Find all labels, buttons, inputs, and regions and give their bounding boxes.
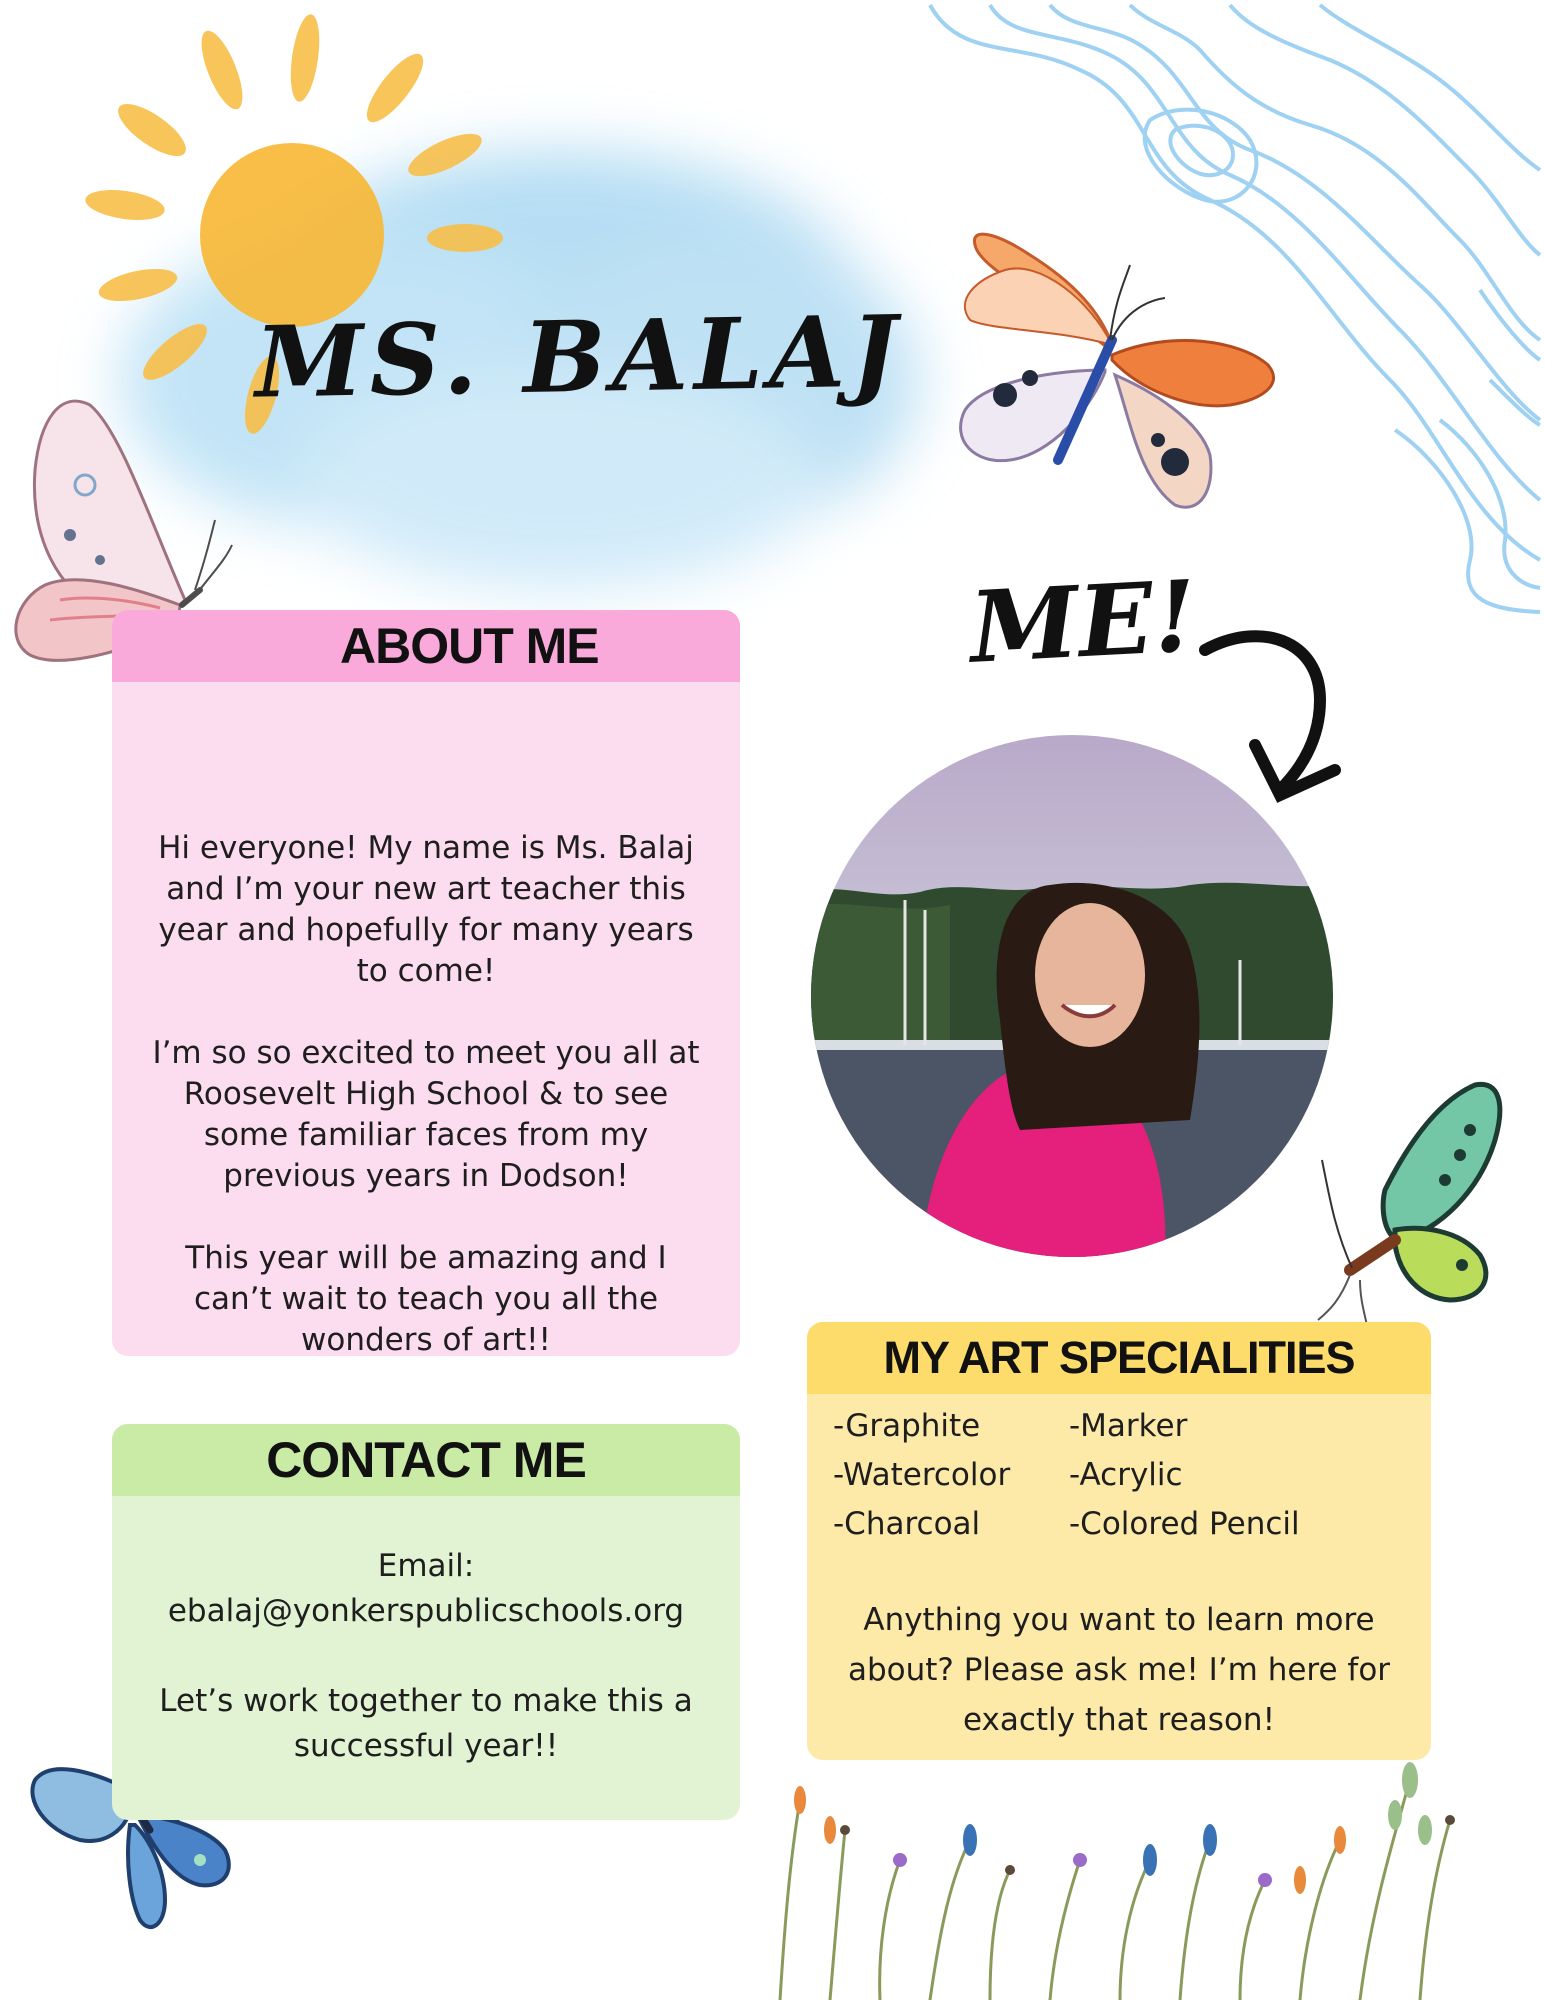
specialities-note: Anything you want to learn more about? Please ask me! I’m here for exactly that reason! [847, 1602, 1391, 1738]
photo-label: ME! [967, 559, 1200, 686]
wildflowers-icon [780, 1762, 1455, 2000]
speciality-item: -Graphite [833, 1408, 981, 1444]
speciality-item: -Acrylic [1069, 1457, 1183, 1493]
specialities-list [807, 1394, 1431, 1545]
art-specialities-card [807, 1322, 1431, 1760]
contact-message: Let’s work together to make this a successful year!! [159, 1683, 693, 1764]
profile-photo [810, 735, 1335, 1260]
email-label: Email: [377, 1548, 475, 1584]
about-me-card [112, 610, 740, 1356]
arrow-icon [1205, 636, 1335, 795]
art-specialities-heading: MY ART SPECIALITIES [807, 1322, 1431, 1394]
contact-me-body [112, 1496, 740, 1769]
butterfly-icon [1318, 1084, 1500, 1330]
speciality-item: -Charcoal [833, 1506, 981, 1542]
about-me-heading: ABOUT ME [112, 610, 740, 682]
speciality-item: -Colored Pencil [1069, 1506, 1300, 1542]
about-paragraph: Hi everyone! My name is Ms. Balaj and I’m your new art teacher this year and hopefully for many years to come! [158, 830, 694, 989]
about-me-body [112, 682, 740, 1356]
email-address[interactable]: ebalaj@yonkerspublicschools.org [167, 1593, 685, 1629]
page-title: MS. BALAJ [254, 294, 905, 421]
speciality-item: -Watercolor [833, 1457, 1011, 1493]
about-paragraph: I’m so so excited to meet you all at Roosevelt High School & to see some familiar faces from my previous years in Dodson! [152, 1035, 700, 1194]
butterfly-icon [961, 234, 1274, 507]
about-paragraph: This year will be amazing and I can’t wait to teach you all the wonders of art!! [185, 1240, 667, 1356]
contact-me-heading: CONTACT ME [112, 1424, 740, 1496]
speciality-item: -Marker [1069, 1408, 1188, 1444]
contact-me-card [112, 1424, 740, 1820]
